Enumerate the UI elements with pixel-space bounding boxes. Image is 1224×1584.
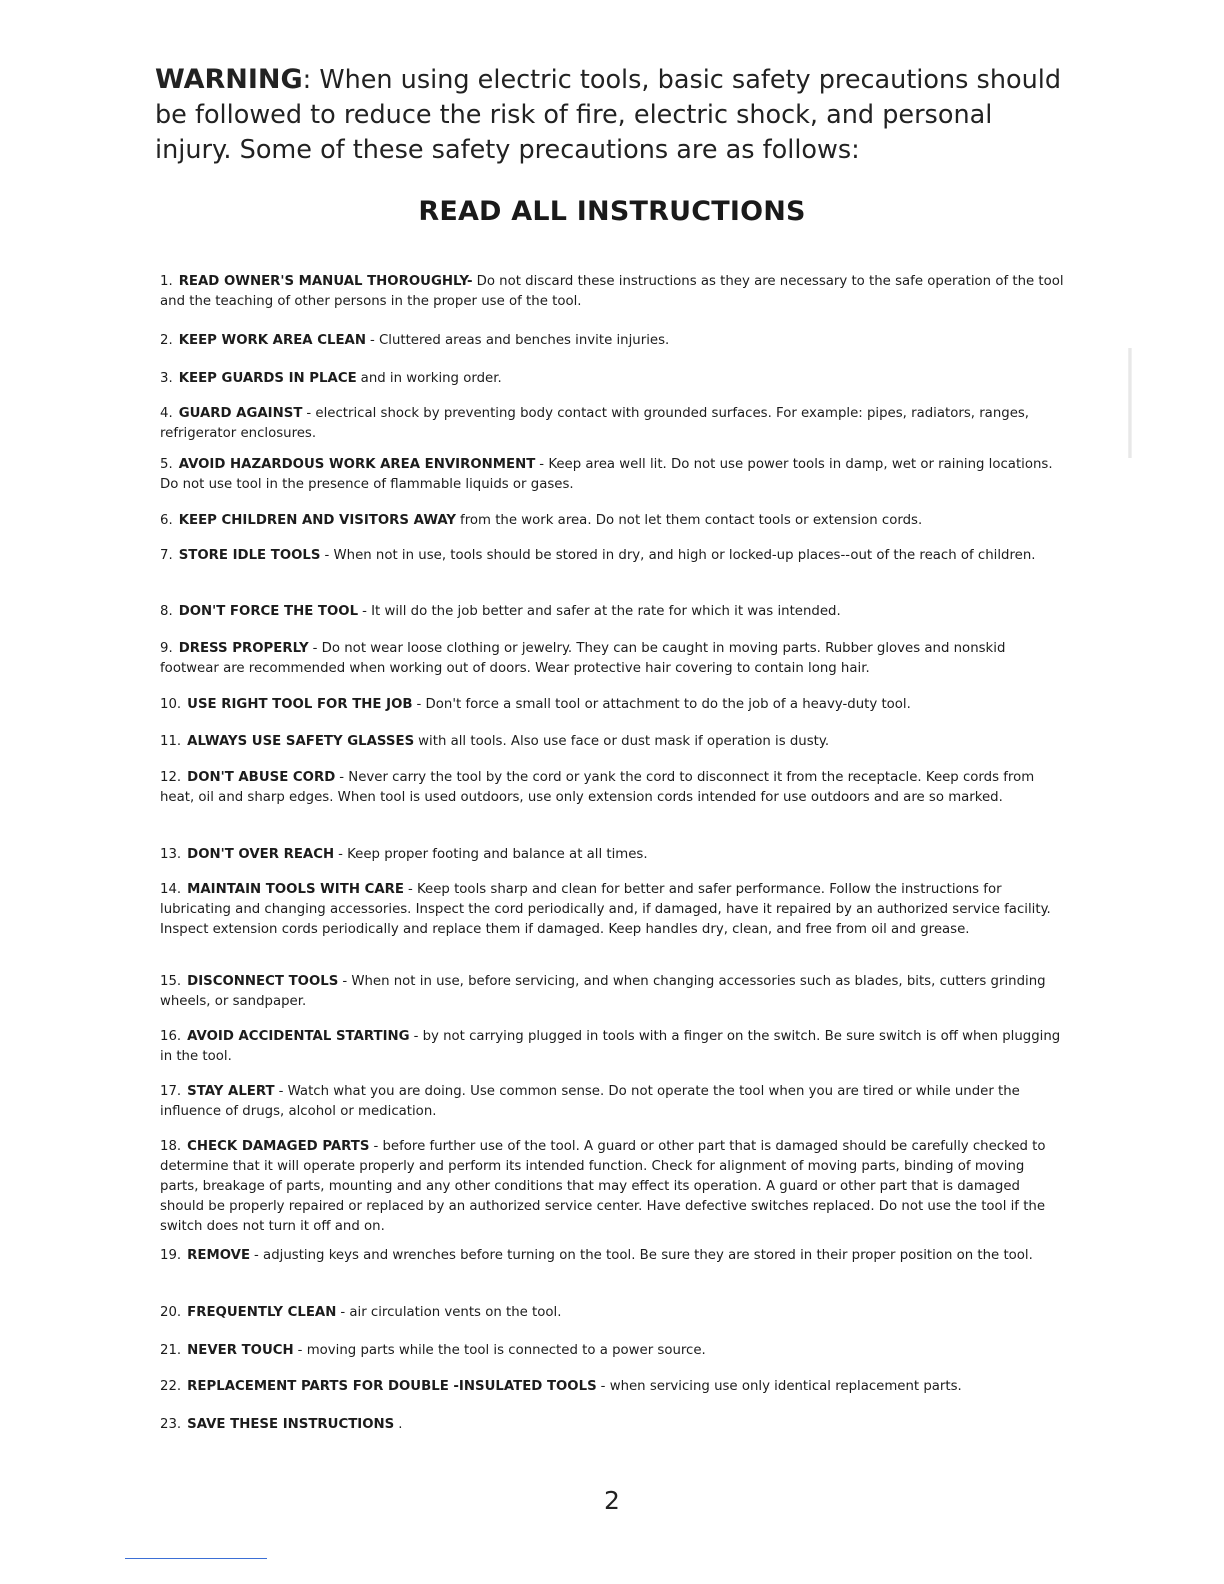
rule-number: 16. [160, 1029, 182, 1044]
rule-text: and in working order. [360, 371, 502, 386]
rule-title: REPLACEMENT PARTS FOR DOUBLE -INSULATED TOOLS [187, 1379, 597, 1394]
rule-item-14 [160, 880, 1065, 940]
rule-title: STORE IDLE TOOLS [178, 548, 321, 563]
rule-title: DON'T FORCE THE TOOL [178, 604, 359, 619]
rule-number: 8. [160, 604, 173, 619]
rule-title: READ OWNER'S MANUAL THOROUGHLY- [178, 274, 473, 289]
rule-text: - Watch what you are doing. Use common sense. Do not operate the tool when you are tired or while under the influence of drugs, alcohol or medication. [160, 1084, 1020, 1119]
rule-number: 10. [160, 697, 182, 712]
scan-edge-shadow [1128, 348, 1132, 458]
rule-item-16 [160, 1027, 1065, 1067]
rule-number: 1. [160, 274, 173, 289]
rule-title: AVOID ACCIDENTAL STARTING [187, 1029, 410, 1044]
rule-text: - adjusting keys and wrenches before turning on the tool. Be sure they are stored in their proper position on the tool. [254, 1248, 1033, 1263]
rule-title: NEVER TOUCH [187, 1343, 294, 1358]
rule-title: SAVE THESE INSTRUCTIONS [187, 1417, 395, 1432]
rule-text: - air circulation vents on the tool. [340, 1305, 562, 1320]
rule-title: DON'T OVER REACH [187, 847, 335, 862]
rule-item-18 [160, 1137, 1065, 1237]
rule-text: - When not in use, before servicing, and when changing accessories such as blades, bits, cutters grinding wheels, or sandpaper. [160, 974, 1046, 1009]
rule-text: from the work area. Do not let them contact tools or extension cords. [460, 513, 923, 528]
rule-number: 12. [160, 770, 182, 785]
rule-number: 17. [160, 1084, 182, 1099]
rule-item-23 [160, 1415, 1065, 1435]
rule-number: 3. [160, 371, 173, 386]
rule-text: with all tools. Also use face or dust mask if operation is dusty. [418, 734, 830, 749]
rule-title: CHECK DAMAGED PARTS [187, 1139, 370, 1154]
warning-paragraph [155, 62, 1075, 168]
rule-text: . [398, 1417, 403, 1432]
rule-number: 5. [160, 457, 173, 472]
rule-title: KEEP WORK AREA CLEAN [178, 333, 366, 348]
rule-item-15 [160, 972, 1065, 1012]
rule-text: - Never carry the tool by the cord or yank the cord to disconnect it from the receptacle. Keep cords from heat, oil and sharp edges. When tool is used outdoors, use only extension cords intended for use outdoors and are so marked. [160, 770, 1035, 805]
rule-text: Do not discard these instructions as they are necessary to the safe operation of the tool and the teaching of other persons in the proper use of the tool. [160, 274, 1064, 309]
rule-number: 9. [160, 641, 173, 656]
rule-text: - It will do the job better and safer at the rate for which it was intended. [362, 604, 841, 619]
rule-text: - moving parts while the tool is connected to a power source. [297, 1343, 706, 1358]
footnote-rule-line [125, 1558, 267, 1559]
rule-title: STAY ALERT [187, 1084, 275, 1099]
rule-item-10 [160, 695, 1065, 715]
rule-item-22 [160, 1377, 1065, 1397]
rule-text: - by not carrying plugged in tools with a finger on the switch. Be sure switch is off when plugging in the tool. [160, 1029, 1061, 1064]
rule-text: - Keep proper footing and balance at all times. [338, 847, 648, 862]
rule-title: ALWAYS USE SAFETY GLASSES [187, 734, 415, 749]
rule-item-17 [160, 1082, 1065, 1122]
rule-number: 22. [160, 1379, 182, 1394]
rule-item-9 [160, 639, 1065, 679]
rule-title: USE RIGHT TOOL FOR THE JOB [187, 697, 413, 712]
page-heading: READ ALL INSTRUCTIONS [418, 196, 806, 227]
rule-item-19 [160, 1246, 1065, 1266]
rule-item-1 [160, 272, 1065, 312]
rule-text: - Keep tools sharp and clean for better and safer performance. Follow the instructions for lubricating and changing accessories. Inspect the cord periodically and, if damaged, have it repaired by an authorized service facility. Inspect extension cords periodically and replace them if damaged. Keep handles dry, clean, and free from oil and grease. [160, 882, 1051, 937]
rule-number: 14. [160, 882, 182, 897]
rule-text: - Do not wear loose clothing or jewelry. They can be caught in moving parts. Rubber gloves and nonskid footwear are recommended when working out of doors. Wear protective hair covering to contain long hair. [160, 641, 1006, 676]
rule-title: DISCONNECT TOOLS [187, 974, 339, 989]
rule-item-20 [160, 1303, 1065, 1323]
rule-number: 21. [160, 1343, 182, 1358]
rule-title: DRESS PROPERLY [178, 641, 309, 656]
rule-item-21 [160, 1341, 1065, 1361]
rule-text: - Don't force a small tool or attachment to do the job of a heavy-duty tool. [416, 697, 911, 712]
rule-number: 15. [160, 974, 182, 989]
rule-number: 18. [160, 1139, 182, 1154]
rule-number: 19. [160, 1248, 182, 1263]
rule-title: AVOID HAZARDOUS WORK AREA ENVIRONMENT [178, 457, 536, 472]
rule-number: 4. [160, 406, 173, 421]
warning-label: WARNING [155, 64, 303, 95]
rule-number: 23. [160, 1417, 182, 1432]
rule-text: - When not in use, tools should be stored in dry, and high or locked-up places--out of the reach of children. [324, 548, 1036, 563]
rule-text: - when servicing use only identical replacement parts. [600, 1379, 962, 1394]
rule-title: MAINTAIN TOOLS WITH CARE [187, 882, 404, 897]
rule-title: REMOVE [187, 1248, 251, 1263]
page-number: 2 [604, 1486, 620, 1515]
rule-number: 2. [160, 333, 173, 348]
warning-text: : When using electric tools, basic safety precautions should be followed to reduce the risk of fire, electric shock, and personal injury. Some of these safety precautions are as follows: [155, 65, 1062, 165]
rule-item-3 [160, 369, 1065, 389]
rule-item-2 [160, 331, 1065, 351]
rule-item-12 [160, 768, 1065, 808]
rule-title: KEEP CHILDREN AND VISITORS AWAY [178, 513, 457, 528]
rule-number: 20. [160, 1305, 182, 1320]
rule-number: 7. [160, 548, 173, 563]
rule-item-7 [160, 546, 1065, 566]
rule-title: FREQUENTLY CLEAN [187, 1305, 337, 1320]
rule-number: 13. [160, 847, 182, 862]
rule-number: 11. [160, 734, 182, 749]
rule-text: - Cluttered areas and benches invite injuries. [369, 333, 670, 348]
rule-item-4 [160, 404, 1065, 444]
rule-item-13 [160, 845, 1065, 865]
rule-item-5 [160, 455, 1065, 495]
rule-item-6 [160, 511, 1065, 531]
rule-text: - Keep area well lit. Do not use power tools in damp, wet or raining locations. Do not use tool in the presence of flammable liquids or gases. [160, 457, 1053, 492]
rule-title: GUARD AGAINST [178, 406, 303, 421]
rule-text: - before further use of the tool. A guard or other part that is damaged should be carefully checked to determine that it will operate properly and perform its intended function. Check for alignment of moving parts, binding of moving parts, breakage of parts, mounting and any other conditions that may effect its operation. A guard or other part that is damaged should be properly repaired or replaced by an authorized service center. Have defective switches replaced. Do not use the tool if the switch does not turn it off and on. [160, 1139, 1046, 1234]
rule-title: DON'T ABUSE CORD [187, 770, 336, 785]
rule-text: - electrical shock by preventing body contact with grounded surfaces. For example: pipes, radiators, ranges, refrigerator enclosures. [160, 406, 1030, 441]
rule-number: 6. [160, 513, 173, 528]
rule-item-8 [160, 602, 1065, 622]
rule-title: KEEP GUARDS IN PLACE [178, 371, 357, 386]
rule-item-11 [160, 732, 1065, 752]
